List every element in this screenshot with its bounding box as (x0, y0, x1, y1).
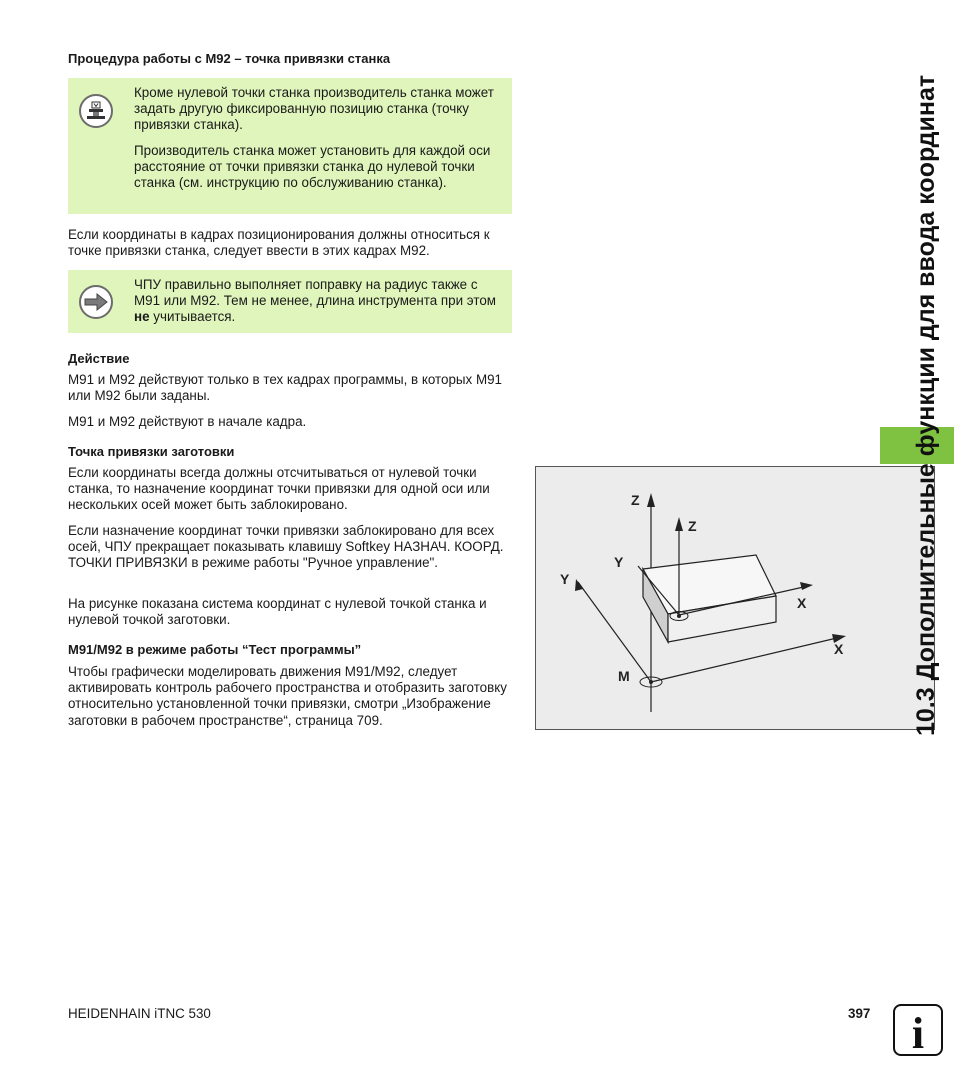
info-icon (893, 1004, 943, 1056)
note-box-radius (68, 270, 512, 333)
info-glyph: i (911, 1009, 925, 1054)
label-workpiece-x: X (797, 595, 807, 611)
label-machine-origin: M (618, 668, 630, 684)
coordinate-system-figure (535, 466, 935, 730)
label-machine-x: X (834, 641, 844, 657)
note-paragraph: Кроме нулевой точки станка производитель станка может задать другую фиксированную позицию станка (точку привязки станка). (134, 85, 494, 133)
label-workpiece-z: Z (688, 518, 697, 534)
chapter-side-title: 10.3 Дополнительные функции для ввода координат (912, 74, 940, 736)
note-paragraph: ЧПУ правильно выполняет поправку на радиус также с M91 или M92. Тем не менее, длина инструмента при этом не учитывается. (134, 277, 496, 325)
paragraph-workpiece-1: Если координаты всегда должны отсчитываться от нулевой точки станка, то назначение координат точки привязки для одной оси или нескольких осей может быть заблокировано. (68, 465, 490, 513)
section-title-m92: Процедура работы с M92 – точка привязки станка (68, 51, 391, 66)
section-title-workpiece: Точка привязки заготовки (68, 444, 235, 459)
footer-product: HEIDENHAIN iTNC 530 (68, 1006, 211, 1021)
machine-y-axis (578, 582, 651, 682)
page-number: 397 (848, 1006, 871, 1021)
workpiece-x-arrow (800, 582, 813, 590)
workpiece-z-arrow (675, 517, 683, 531)
label-workpiece-y: Y (614, 554, 624, 570)
paragraph-action-2: M91 и M92 действуют в начале кадра. (68, 414, 307, 429)
section-title-test: M91/M92 в режиме работы “Тест программы” (68, 642, 362, 657)
paragraph-workpiece-3: На рисунке показана система координат с нулевой точкой станка и нулевой точкой заготовки. (68, 596, 487, 628)
paragraph-m92-usage: Если координаты в кадрах позиционирования должны относиться к точке привязки станка, следует ввести в этих кадрах M92. (68, 227, 490, 259)
machine-z-arrow (647, 493, 655, 507)
note-paragraph: Производитель станка может установить для каждой оси расстояние от точки привязки станка до нулевой точки станка (см. инструкцию по обслуживанию станка). (134, 142, 491, 191)
arrow-right-icon (79, 285, 113, 319)
paragraph-action-1: M91 и M92 действуют только в тех кадрах программы, в которых M91 или M92 были заданы. (68, 372, 502, 404)
machine-manufacturer-icon (79, 94, 113, 128)
coordinate-diagram (536, 467, 934, 729)
machine-y-arrow (575, 579, 583, 591)
machine-x-axis (651, 637, 841, 682)
paragraph-test-1: Чтобы графически моделировать движения M91/M92, следует активировать контроль рабочего пространства и отобразить заготовку относительно установленной точки привязки, смотри „Изображение заготовки в рабочем пространстве“, страница 709. (68, 664, 507, 728)
label-machine-z: Z (631, 492, 640, 508)
paragraph-workpiece-2: Если назначение координат точки привязки заблокировано для всех осей, ЧПУ прекращает показывать клавишу Softkey НАЗНАЧ. КООРД. ТОЧКИ ПРИВЯЗКИ в режиме работы "Ручное управление". (68, 523, 504, 571)
label-machine-y: Y (560, 571, 570, 587)
note-box-manufacturer (68, 78, 512, 214)
section-title-action: Действие (68, 351, 130, 366)
